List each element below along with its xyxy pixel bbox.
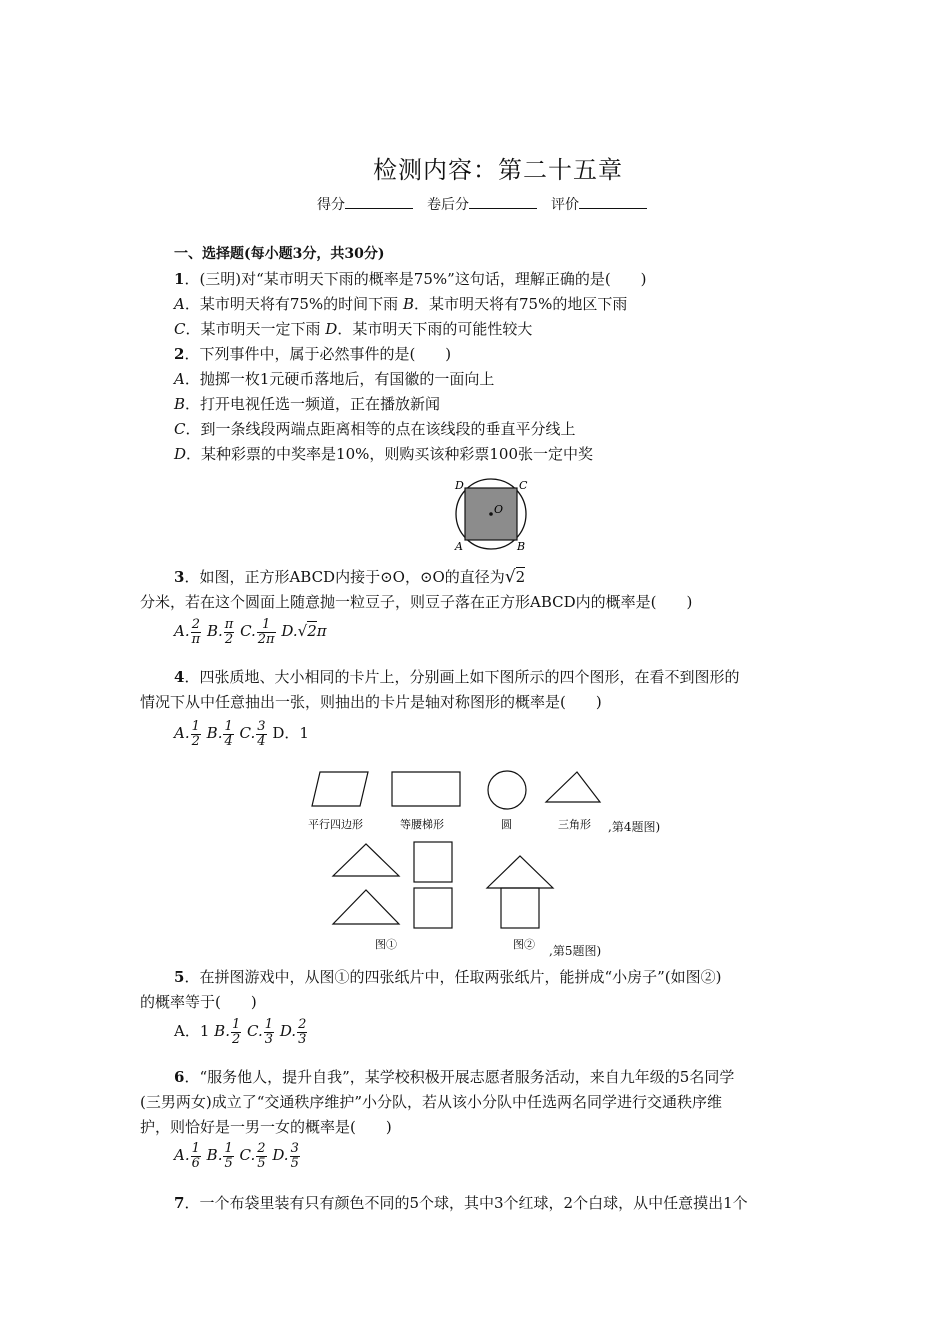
q5-opt-c-label: C.	[247, 1022, 263, 1041]
q6-opt-b-numerator: 1	[224, 1141, 233, 1156]
after-score-label: 卷后分	[427, 197, 469, 213]
q4-opt-b-numerator: 1	[224, 719, 233, 734]
q1-opt-b-text: ．某市明天将有75%的地区下雨	[414, 295, 628, 313]
q2-option-d	[174, 443, 593, 464]
fig4-caption: ,第4题图)	[608, 820, 661, 834]
q3-opt-d-radicand: 2	[307, 622, 317, 641]
question-2	[174, 343, 451, 364]
q6-opt-d-numerator: 3	[290, 1141, 299, 1156]
q6-opt-b-label: B.	[206, 1146, 223, 1165]
q3-opt-d-pi: π	[316, 622, 327, 641]
q6-opt-c-numerator: 2	[257, 1141, 266, 1156]
q3-opt-a-fraction	[191, 618, 202, 646]
fig4-label-triangle: 三角形	[558, 818, 591, 831]
q1-opt-d-text: ．某市明天下雨的可能性较大	[337, 320, 533, 338]
q3-sqrt-sign: √	[504, 567, 516, 587]
score-label: 得分	[317, 197, 345, 213]
q2-opt-d-text: ．某种彩票的中奖率是10%，则购买该种彩票100张一定中奖	[186, 445, 594, 463]
q2-opt-b-label: B	[174, 395, 186, 413]
q6-opt-a-denominator: 6	[191, 1155, 200, 1171]
q2-opt-a-text: ．抛掷一枚1元硬币落地后，有国徽的一面向上	[184, 370, 495, 388]
fig5-triangle-top	[333, 844, 399, 876]
q6-text-2: (三男两女)成立了“交通秩序维护”小分队，若从该小分队中任选两名同学进行交通秩序维	[140, 1093, 723, 1111]
q6-opt-d-fraction	[290, 1142, 300, 1170]
q4-opt-d: D．1	[272, 724, 309, 743]
q3-opt-c-label: C.	[240, 622, 256, 641]
q4-opt-b-label: B.	[206, 724, 223, 743]
fig4-parallelogram	[312, 772, 368, 806]
question-6	[174, 1066, 734, 1087]
q1-opt-d-label: D	[325, 320, 338, 338]
fig4-circle	[488, 771, 526, 809]
page-title: 检测内容：第二十五章	[373, 156, 623, 184]
fig3-label-d: D	[455, 479, 464, 492]
fig5-house-roof	[487, 856, 553, 888]
q1-opt-a-text: ．某市明天将有75%的时间下雨	[184, 295, 399, 313]
fig4-triangle	[546, 772, 600, 802]
fig5-house-body	[501, 888, 539, 928]
q6-text-1: ．“服务他人，提升自我”，某学校积极开展志愿者服务活动，来自九年级的5名同学	[184, 1068, 735, 1086]
q4-text-1: ．四张质地、大小相同的卡片上，分别画上如下图所示的四个图形，在看不到图形的	[184, 668, 740, 686]
q6-opt-a-label: A.	[174, 1146, 190, 1165]
q5-text-continued: 的概率等于( )	[140, 993, 257, 1011]
q6-options	[174, 1142, 301, 1170]
q3-opt-c-fraction	[257, 618, 276, 646]
evaluation-label: 评价	[551, 197, 579, 213]
q5-opt-b-numerator: 1	[231, 1017, 241, 1032]
q2-text: ．下列事件中，属于必然事件的是( )	[184, 345, 452, 363]
q3-opt-a-numerator: 2	[191, 617, 201, 632]
q3-opt-d-sqrt-sign: √	[297, 622, 308, 641]
question-4	[174, 666, 739, 687]
q6-opt-a-numerator: 1	[191, 1141, 200, 1156]
q2-option-b	[174, 393, 440, 414]
q7-text: ．一个布袋里装有只有颜色不同的5个球，其中3个红球，2个白球，从中任意摸出1个	[184, 1194, 748, 1212]
q4-opt-c-fraction	[256, 720, 266, 748]
q6-number: 6	[174, 1068, 185, 1086]
fig3-label-a: A	[455, 540, 463, 553]
q7-number: 7	[174, 1194, 185, 1212]
q2-number: 2	[174, 345, 185, 363]
q2-opt-d-label: D	[174, 445, 187, 463]
q5-options	[174, 1018, 308, 1046]
q3-opt-c-denominator: 2π	[257, 631, 275, 647]
q1-text: ．(三明)对“某市明天下雨的概率是75%”这句话，理解正确的是( )	[184, 270, 647, 288]
q5-opt-d-numerator: 2	[298, 1017, 307, 1032]
fig3-label-b: B	[517, 540, 526, 553]
q4-opt-a-fraction	[191, 720, 201, 748]
q2-option-a	[174, 368, 494, 389]
question-1	[174, 268, 647, 289]
q5-opt-b-denominator: 2	[231, 1031, 241, 1047]
q6-opt-c-denominator: 5	[257, 1155, 266, 1171]
q1-opt-b-label: B	[402, 295, 414, 313]
q1-opt-a-label: A	[174, 295, 185, 313]
q2-opt-b-text: ．打开电视任选一频道，正在播放新闻	[185, 395, 441, 413]
q3-opt-a-denominator: π	[191, 631, 201, 647]
q1-opt-c-label: C	[174, 320, 186, 338]
q6-opt-a-fraction	[191, 1142, 201, 1170]
q2-option-c	[174, 418, 576, 439]
q3-opt-a-label: A.	[174, 622, 190, 641]
fig5-label-1: 图①	[375, 938, 397, 951]
q6-opt-d-label: D.	[272, 1146, 289, 1165]
q5-opt-d-denominator: 3	[298, 1031, 307, 1047]
q2-opt-c-label: C	[174, 420, 186, 438]
q6-opt-b-denominator: 5	[224, 1155, 233, 1171]
q6-opt-c-label: C.	[239, 1146, 256, 1165]
fig4-label-circle: 圆	[501, 818, 512, 831]
q6-opt-c-fraction	[256, 1142, 266, 1170]
q3-text-continued: 分米，若在这个圆面上随意抛一粒豆子，则豆子落在正方形ABCD内的概率是( )	[140, 593, 693, 611]
q5-number: 5	[174, 968, 185, 986]
q4-opt-c-numerator: 3	[257, 719, 266, 734]
fig5-caption: ,第5题图)	[549, 944, 602, 958]
score-blank	[345, 196, 413, 209]
figure-q3-inscribed-square	[446, 476, 538, 556]
q3-number: 3	[174, 568, 185, 586]
fig5-square-bottom	[414, 888, 452, 928]
q3-sqrt-radicand: 2	[515, 568, 526, 586]
q5-opt-a: A．1	[174, 1022, 210, 1041]
q1-opt-c-text: ．某市明天一定下雨	[185, 320, 321, 338]
q6-text-3: 护，则恰好是一男一女的概率是( )	[140, 1118, 392, 1136]
q3-opt-b-denominator: 2	[224, 631, 234, 647]
q3-opt-c-numerator: 1	[257, 618, 276, 633]
q2-opt-c-text: ．到一条线段两端点距离相等的点在该线段的垂直平分线上	[185, 420, 576, 438]
q4-opt-c-label: C.	[239, 724, 256, 743]
fig3-center-point	[489, 512, 493, 516]
fig5-label-2: 图②	[513, 938, 535, 951]
fig4-label-trapezoid: 等腰梯形	[400, 818, 444, 831]
q5-opt-c-denominator: 3	[264, 1031, 274, 1047]
fig3-label-o: O	[494, 503, 504, 516]
q4-opt-a-label: A.	[174, 724, 190, 743]
fig5-square-top	[414, 842, 452, 882]
q5-opt-b-fraction	[231, 1018, 241, 1046]
question-5	[174, 966, 721, 987]
figure-q5-puzzle	[325, 838, 625, 956]
fig3-label-c: C	[519, 479, 528, 492]
q4-opt-b-denominator: 4	[224, 733, 233, 749]
q3-opt-b-numerator: π	[224, 617, 234, 632]
q4-text-continued: 情况下从中任意抽出一张，则抽出的卡片是轴对称图形的概率是( )	[140, 693, 602, 711]
score-line	[317, 194, 647, 214]
fig4-label-parallelogram: 平行四边形	[308, 818, 363, 831]
q6-opt-d-denominator: 5	[290, 1155, 299, 1171]
q4-opt-a-denominator: 2	[191, 733, 200, 749]
section-heading: 一、选择题(每小题3分，共30分)	[174, 246, 385, 262]
q4-number: 4	[174, 668, 185, 686]
q5-opt-d-fraction	[297, 1018, 307, 1046]
q4-options	[174, 720, 309, 748]
q3-opt-d-label: D.	[281, 622, 298, 641]
q1-number: 1	[174, 270, 185, 288]
q6-opt-b-fraction	[223, 1142, 233, 1170]
q5-opt-b-label: B.	[214, 1022, 230, 1041]
q3-opt-b-fraction	[224, 618, 235, 646]
q5-opt-c-numerator: 1	[264, 1017, 274, 1032]
q5-text-1: ．在拼图游戏中，从图①的四张纸片中，任取两张纸片，能拼成“小房子”(如图②)	[184, 968, 722, 986]
q5-opt-d-label: D.	[279, 1022, 297, 1041]
question-7	[174, 1192, 748, 1213]
evaluation-blank	[579, 196, 647, 209]
q4-opt-a-numerator: 1	[191, 719, 200, 734]
q4-opt-b-fraction	[223, 720, 233, 748]
after-score-blank	[469, 196, 537, 209]
q3-opt-b-label: B.	[206, 622, 223, 641]
q3-text-1: ．如图，正方形ABCD内接于⊙O，⊙O的直径为	[184, 568, 505, 586]
q2-opt-a-label: A	[174, 370, 185, 388]
fig5-triangle-bottom	[333, 890, 399, 924]
fig4-isosceles-trapezoid	[392, 772, 460, 806]
q3-options	[174, 618, 327, 646]
q1-options-ab	[174, 293, 627, 314]
q4-opt-c-denominator: 4	[257, 733, 266, 749]
q1-options-cd	[174, 318, 532, 339]
question-3	[174, 566, 525, 587]
q5-opt-c-fraction	[264, 1018, 274, 1046]
